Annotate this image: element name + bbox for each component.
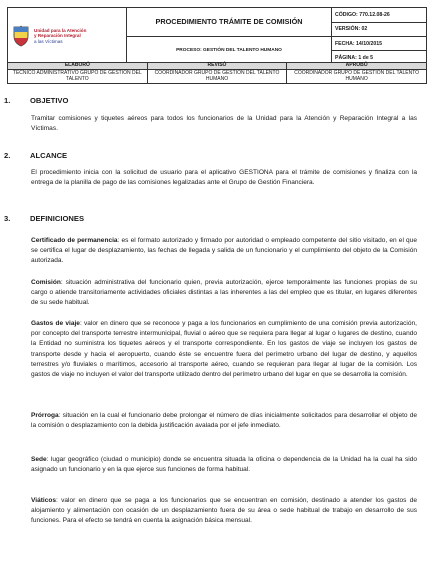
reviso-label: REVISÓ	[147, 63, 287, 70]
definition-term: Comisión	[31, 279, 61, 286]
document-code: CÓDIGO: 770.12.08-26	[332, 8, 427, 23]
logo-cell	[8, 8, 127, 65]
definition-term: Prórroga	[31, 412, 59, 419]
definition-comision	[31, 278, 417, 309]
section-heading-objetivo	[4, 96, 69, 105]
section-heading-alcance	[4, 151, 68, 160]
section-number: 2.	[4, 151, 11, 160]
definition-text: : valor en dinero que se paga a los funcionarios que se encuentran en comisión, destinado a atender los gastos de alojamiento y alimentación con ocasión de un desplazamiento fuera de su área o sede habitual de trabajo en desarrollo de sus funciones. Para el efecto se tendrá en cuenta la asignación básica mensual.	[31, 497, 417, 525]
section-title: OBJETIVO	[30, 96, 69, 105]
section-title: DEFINICIONES	[30, 214, 85, 223]
definition-text: : situación en la cual el funcionario debe prolongar el número de días inicialmente solicitados para desarrollar el objeto de la comisión o desplazamiento con la debida justificación avalada por el jefe inmediato.	[31, 412, 417, 430]
definition-term: Sede	[31, 456, 47, 463]
section-title: ALCANCE	[30, 151, 68, 160]
logo-text	[34, 28, 86, 44]
document-version: VERSIÓN: 02	[332, 22, 427, 37]
definition-text: : situación administrativa del funcionario quien, previa autorización, ejerce temporalmente las funciones propias de su cargo o atiende transitoriamente actividades oficiales distintas a las inherentes a las del empleo que es titular, en lugares diferentes de su sede habitual.	[31, 279, 417, 307]
definition-sede	[31, 455, 417, 475]
procedure-title: PROCEDIMIENTO TRÁMITE DE COMISIÓN	[127, 8, 332, 37]
logo-line-3: a las Víctimas	[34, 38, 63, 44]
section-heading-definiciones	[4, 214, 85, 223]
page-number: PÁGINA: 1 de 5	[332, 51, 427, 65]
definition-term: Certificado de permanencia	[31, 237, 118, 244]
aprobo-value: COORDINADOR GRUPO DE GESTIÓN DEL TALENTO HUMANO	[287, 70, 427, 84]
section-number: 1.	[4, 96, 11, 105]
definition-viaticos	[31, 496, 417, 527]
document-date: FECHA: 14/10/2015	[332, 37, 427, 51]
definition-term: Gastos de viaje	[31, 320, 80, 327]
logo-line-2: y Reparación Integral	[34, 33, 81, 39]
elaboro-label: ELABORÓ	[8, 63, 148, 70]
definition-prorroga	[31, 411, 417, 431]
objetivo-paragraph: Tramitar comisiones y tiquetes aéreos para todos los funcionarios de la Unidad para la Atención y Reparación Integral a las Víctimas.	[31, 115, 417, 133]
definition-text: : es el formato autorizado y firmado por autoridad o empleado competente del sitio visitado, en el que se certifica el lugar de desplazamiento, las fechas de llegada y salida de un funcionario y el cumplimiento del objeto de la Comisión autorizada.	[31, 237, 417, 265]
document-header	[7, 7, 427, 65]
alcance-paragraph: El procedimiento inicia con la solicitud de usuario para el aplicativo GESTIONA para el trámite de comisiones y finaliza con la entrega de la planilla de pago de las comisiones legalizadas ante el Grupo de Gestión Financiera.	[31, 169, 417, 187]
definition-term: Viáticos	[31, 497, 56, 504]
section-number: 3.	[4, 214, 11, 223]
logo-line-1: Unidad para la Atención	[34, 27, 87, 33]
aprobo-label: APROBÓ	[287, 63, 427, 70]
signoff-table	[7, 62, 427, 84]
coat-of-arms-icon	[12, 25, 30, 47]
definition-text: : lugar geográfico (ciudad o municipio) donde se encuentra situada la oficina o dependencia de la Unidad ha la cual ha sido asignado un funcionario y en la que ejerce sus funciones de forma habitual.	[31, 456, 417, 474]
process-name: PROCESO: GESTIÓN DEL TALENTO HUMANO	[127, 37, 332, 65]
definition-certificado	[31, 236, 417, 267]
reviso-value: COORDINADOR GRUPO DE GESTIÓN DEL TALENTO HUMANO	[147, 70, 287, 84]
definition-gastos-de-viaje	[31, 319, 417, 380]
unidad-victimas-logo	[8, 25, 126, 47]
elaboro-value: TECNICO ADMINISTRATIVO GRUPO DE GESTIÓN DEL TALENTO	[8, 70, 148, 84]
definition-text: : valor en dinero que se reconoce y paga a los funcionarios en cumplimiento de una comisión previa autorización, por concepto del transporte terrestre intermunicipal, fluvial o aéreo que se requiera para llegar al lugar o lugares de destino, cuando la Entidad no suministra los tiquetes aéreos y el transporte correspondiente. En los gastos de viaje se incluyen los gastos de transporte desde y hacia el aeropuerto, cuando éste se encuentre fuera del perímetro urbano del lugar de destino, y aquellos terrestres y/o fluviales o marítimos, accesorio al transporte aéreo, cuando se requieran para llegar al lugar de la comisión. Los gastos de viaje no incluyen el valor del transporte utilizado dentro del perímetro urbano del lugar en que se desarrolla la comisión.	[31, 320, 417, 379]
